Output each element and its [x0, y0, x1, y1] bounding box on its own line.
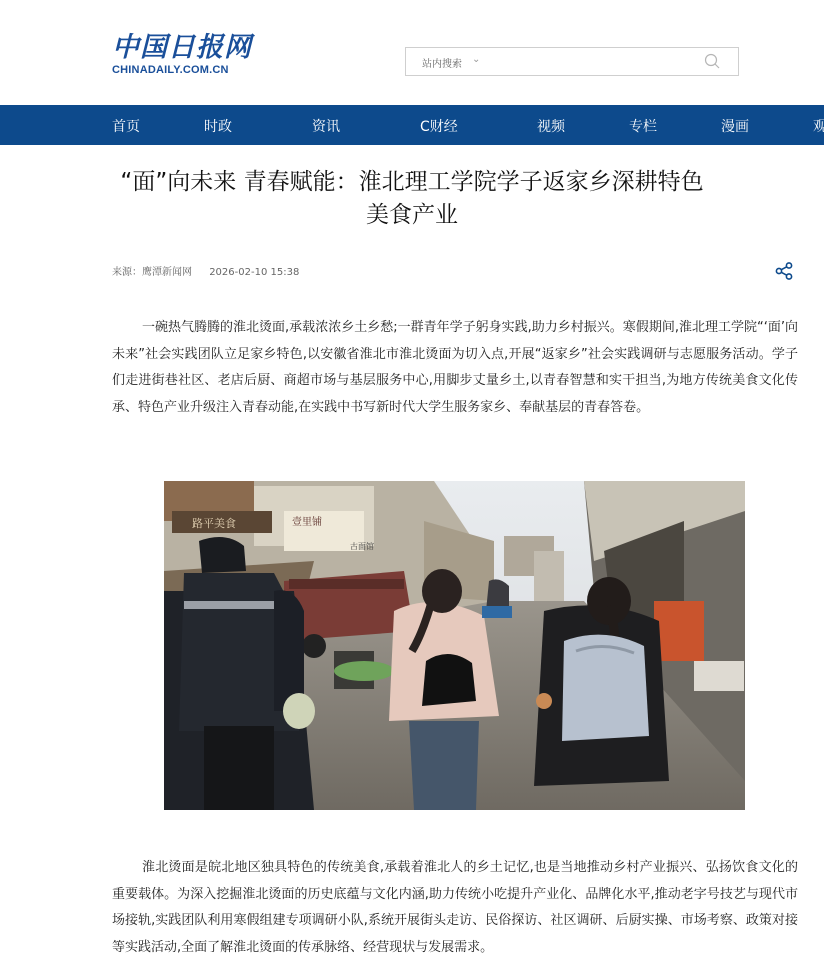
- article-source: 来源：鹰潭新闻网: [112, 267, 192, 278]
- search-scope-select[interactable]: 站内搜索: [422, 59, 462, 70]
- nav-item-news[interactable]: 资讯: [312, 119, 340, 135]
- share-icon[interactable]: [774, 261, 794, 281]
- shop-sign-3: 古面馆: [350, 542, 374, 551]
- nav-item-politics[interactable]: 时政: [204, 119, 232, 135]
- article-meta: [112, 263, 299, 278]
- article-photo: [164, 481, 745, 810]
- nav-item-home[interactable]: 首页: [112, 119, 140, 135]
- nav-item-comics[interactable]: 漫画: [721, 119, 749, 135]
- article-paragraph-2: 淮北烫面是皖北地区独具特色的传统美食,承载着淮北人的乡土记忆,也是当地推动乡村产业振兴、弘扬饮食文化的重要载体。为深入挖掘淮北烫面的历史底蕴与文化内涵,助力传统小吃提升产业化、品牌化水平,推动老字号技艺与现代市场接轨,实践团队利用寒假组建专项调研小队,系统开展街头走访、民俗探访、社区调研、后厨实操、市场考察、政策对接等实践活动,全面了解淮北烫面的传承脉络、经营现状与发展需求。: [112, 860, 798, 955]
- main-nav: [0, 105, 827, 145]
- article-time: 2026-02-10 15:38: [209, 267, 300, 278]
- search-input[interactable]: [492, 51, 696, 73]
- site-header: [0, 0, 824, 105]
- shop-sign-2: 壹里铺: [292, 517, 322, 528]
- article-title: “面”向未来 青春赋能：淮北理工学院学子返家乡深耕特色美食产业: [120, 169, 704, 228]
- search-box[interactable]: [405, 47, 739, 76]
- shop-sign-1: 路平美食: [192, 517, 236, 530]
- street-scene-image: [164, 481, 745, 810]
- nav-item-overflow[interactable]: 观: [813, 119, 827, 135]
- logo-english-text: CHINADAILY.COM.CN: [112, 64, 229, 76]
- logo-chinese-text: 中国日报网: [112, 32, 252, 63]
- nav-item-video[interactable]: 视频: [537, 119, 565, 135]
- chevron-down-icon[interactable]: ⌄: [472, 54, 481, 65]
- article-paragraph-1: 一碗热气腾腾的淮北烫面,承载浓浓乡土乡愁;一群青年学子躬身实践,助力乡村振兴。寒假期间,淮北理工学院“‘面’向未来”社会实践团队立足家乡特色,以安徽省淮北市淮北烫面为切入点,开展“返家乡”社会实践调研与志愿服务活动。学子们走进街巷社区、老店后厨、商超市场与基层服务中心,用脚步丈量乡土,以青春智慧和实干担当,为地方传统美食文化传承、特色产业升级注入青春动能,在实践中书写新时代大学生服务家乡、奉献基层的青春答卷。: [112, 320, 798, 415]
- nav-item-column[interactable]: 专栏: [629, 119, 657, 135]
- search-icon[interactable]: [704, 53, 720, 69]
- site-logo[interactable]: [112, 34, 252, 84]
- nav-item-finance[interactable]: C财经: [420, 119, 458, 135]
